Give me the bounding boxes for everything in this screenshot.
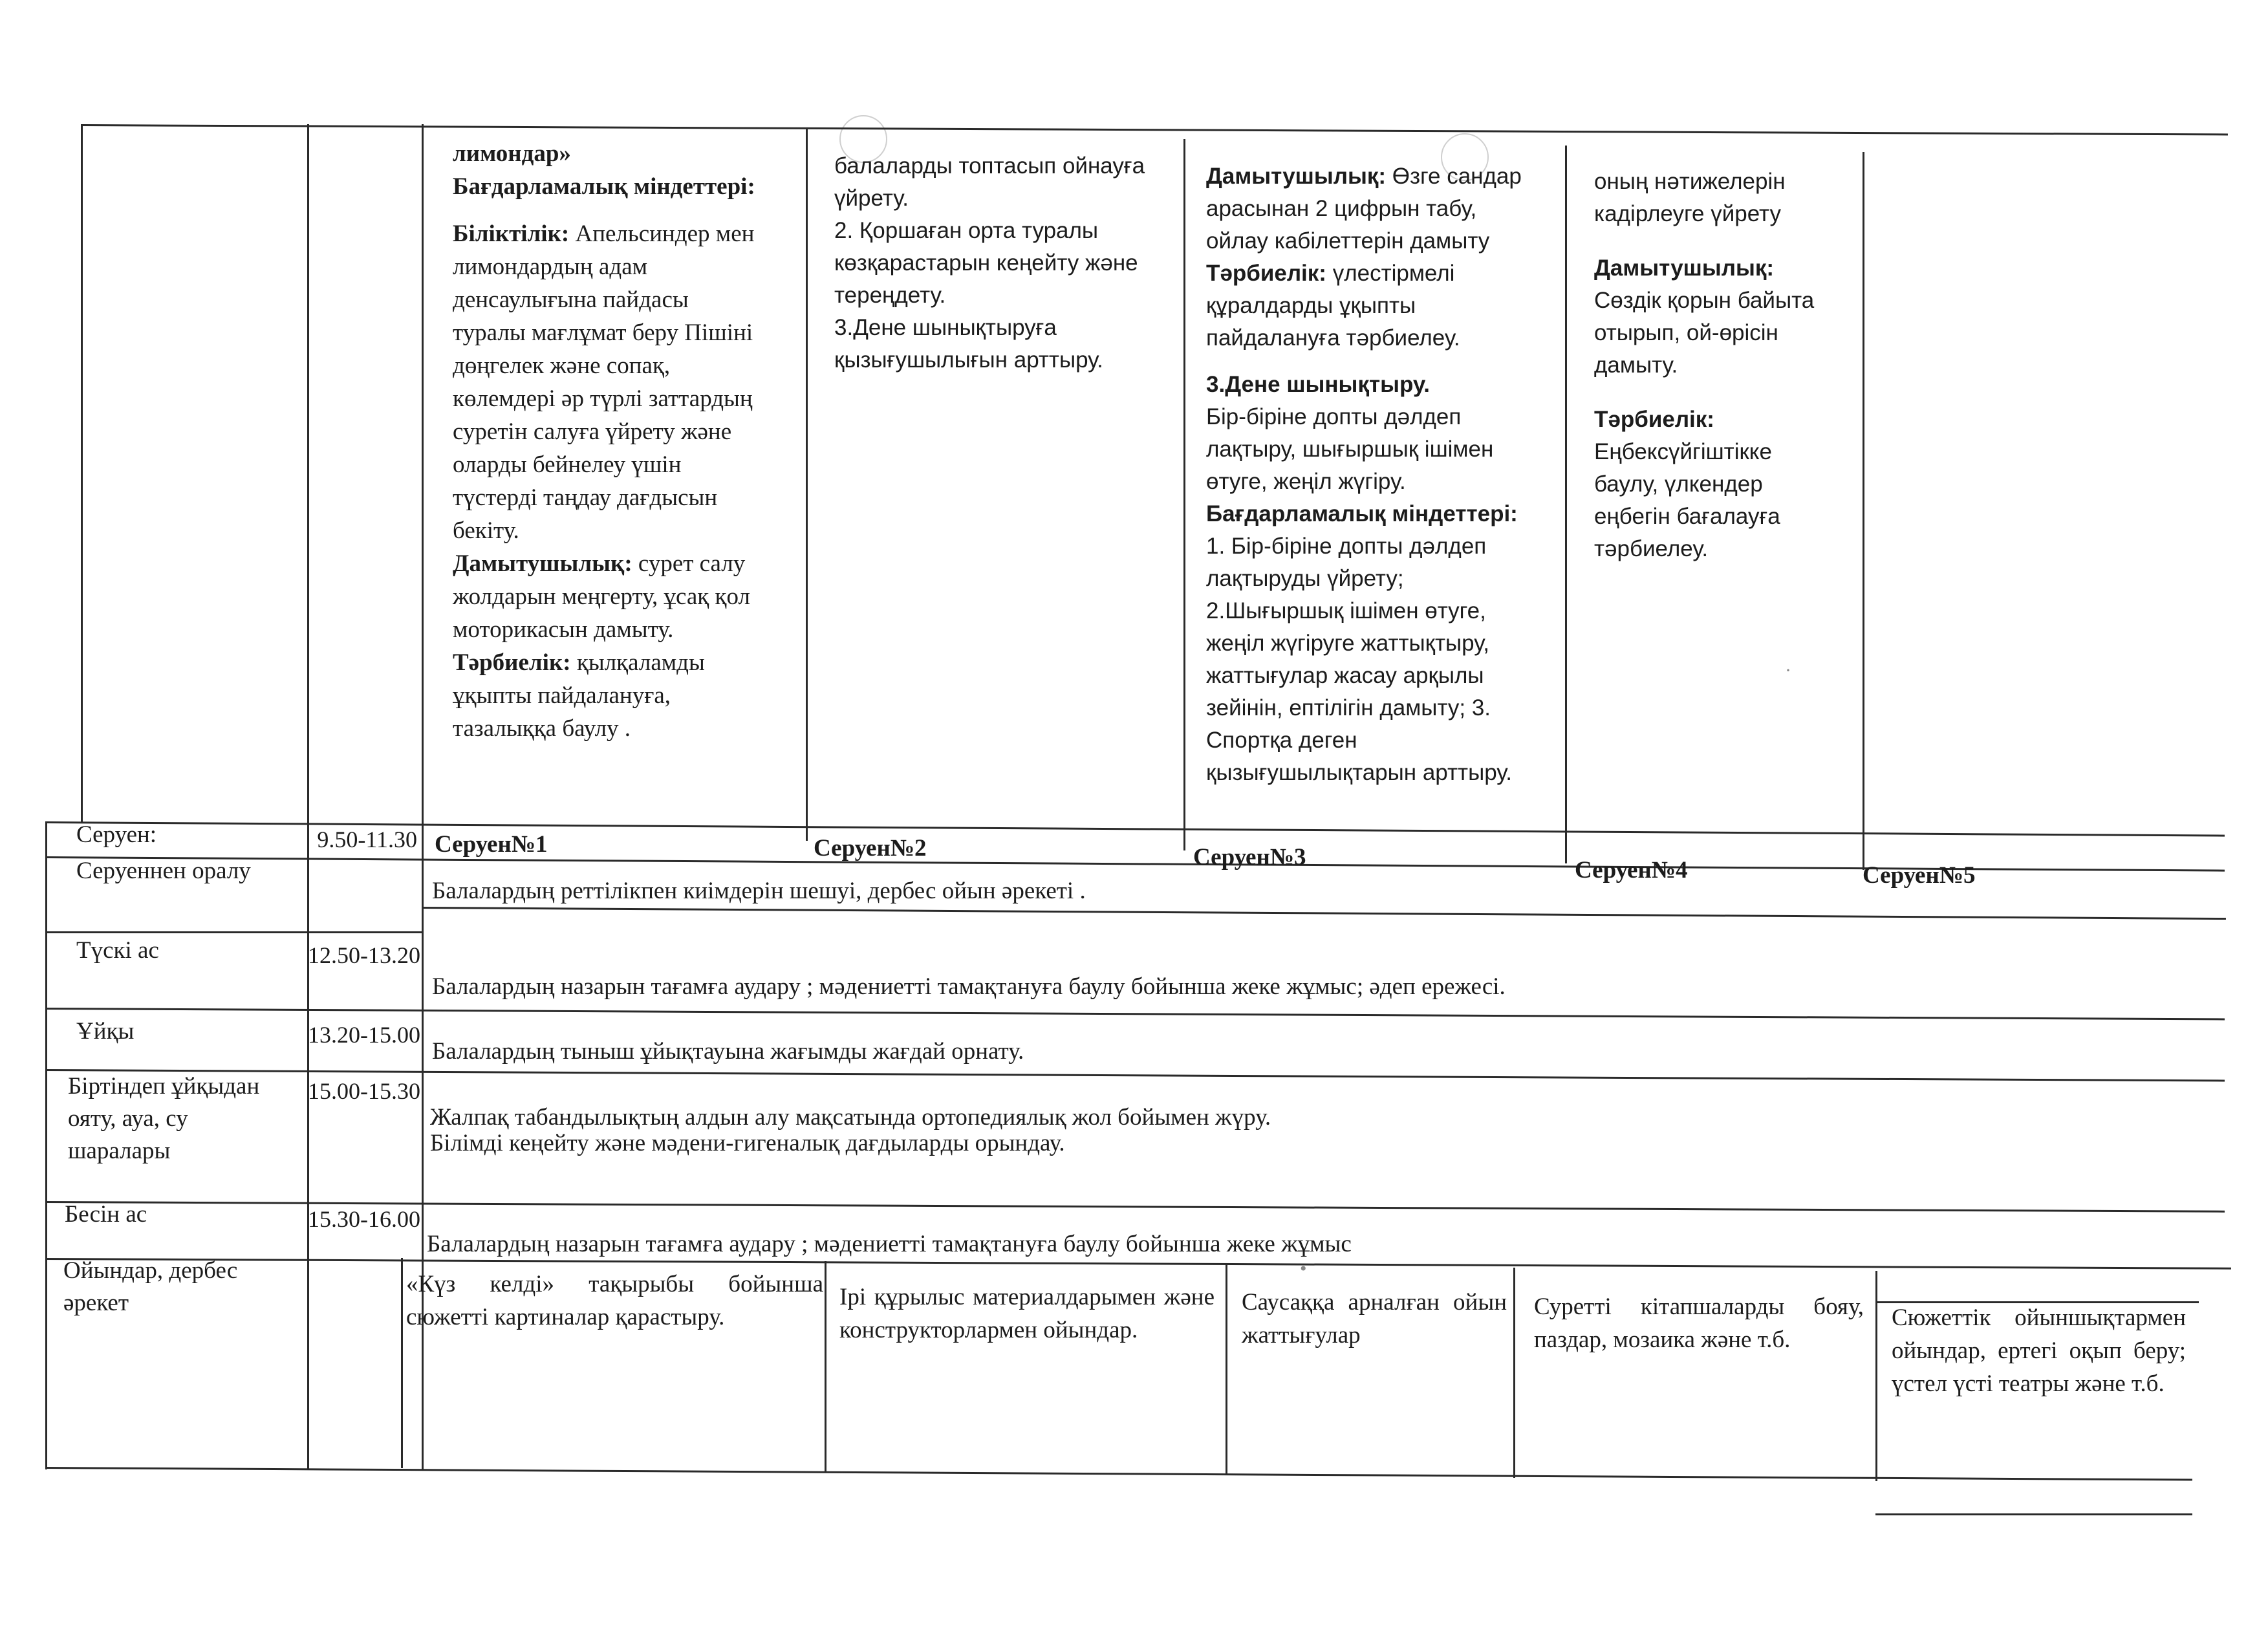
table-left-border xyxy=(81,124,83,823)
cell-line: тереңдету. xyxy=(834,283,946,308)
cell-line: қызығушылықтарын арттыру. xyxy=(1206,760,1513,785)
table-top-border xyxy=(81,124,2228,135)
walk-1: Серуен№1 xyxy=(435,831,548,858)
games-col-border xyxy=(1513,1268,1515,1478)
cell-line: отырып, ой-өрісін xyxy=(1594,320,1778,345)
walk-5: Серуен№5 xyxy=(1863,862,1976,889)
games-cell-1: «Күз келді» тақырыбы бойынша сюжетті картиналар қарастыру. xyxy=(406,1271,823,1330)
cell-line: лақтыруды үйрету; xyxy=(1206,566,1404,591)
cell-line: түстерді таңдау дағдысын xyxy=(453,484,718,511)
games-cell-3: Саусаққа арналған ойын жаттығулар xyxy=(1242,1289,1507,1348)
games-cell-4: Суретті кітапшаларды бояу, паздар, мозаика және т.б. xyxy=(1534,1294,1864,1353)
cell-line: Еңбексүйгіштікке xyxy=(1594,439,1772,464)
games-col-bottom xyxy=(1875,1513,2192,1515)
row-text-wakeup-2: Білімді кеңейту және мәдени-гигеналық дағдыларды орындау. xyxy=(430,1130,1065,1156)
cell-line: 3.Дене шынықтыру. xyxy=(1206,372,1431,397)
row-label-return: Серуеннен оралу xyxy=(76,858,251,884)
lesson-cell-4 xyxy=(1594,166,1853,565)
cell-line: Тәрбиелік: xyxy=(1594,407,1714,432)
cell-line: 3.Дене шынықтыруға xyxy=(834,315,1057,340)
row-time-wakeup: 15.00-15.30 xyxy=(308,1078,420,1104)
cell-line: көзқарастарын кеңейту және xyxy=(834,250,1138,276)
row-time-sleep: 13.20-15.00 xyxy=(308,1022,420,1048)
games-col-border xyxy=(401,1258,403,1468)
cell-line: денсаулығына пайдасы xyxy=(453,287,689,313)
row-time-snack: 15.30-16.00 xyxy=(308,1206,420,1232)
row-line xyxy=(422,907,2226,920)
row-text-sleep: Балалардың тыныш ұйықтауына жағымды жағдай орнату. xyxy=(432,1038,1024,1065)
row-text-snack: Балалардың назарын тағамға аудару ; мәдениетті тамақтануға баулу бойынша жеке жұмыс xyxy=(427,1231,1352,1257)
cell-line: Спортқа деген xyxy=(1206,728,1357,753)
cell-line: оларды бейнелеу үшін xyxy=(453,451,682,478)
col-border-2 xyxy=(1183,139,1185,850)
row-label-lunch: Түскі ас xyxy=(76,937,159,964)
cell-line: еңбегін бағалауға xyxy=(1594,504,1780,529)
cell-line: ұқыпты пайдалануға, xyxy=(453,682,671,709)
walk-3: Серуен№3 xyxy=(1193,844,1306,871)
games-col-border xyxy=(1226,1264,1227,1475)
walk-4: Серуен№4 xyxy=(1575,857,1688,883)
cell-line: өтуге, жеңіл жүгіру. xyxy=(1206,469,1406,494)
cell-line: Бағдарламалық міндеттері: xyxy=(453,173,755,200)
cell-line: құралдарды ұқыпты xyxy=(1206,293,1416,318)
cell-line: зейінін, ептілігін дамыту; 3. xyxy=(1206,695,1491,720)
cell-line: 1. Бір-біріне допты дәлдеп xyxy=(1206,534,1487,559)
row-label-wakeup: Біртіндеп ұйқыдан ояту, ауа, су шаралары xyxy=(68,1073,260,1164)
cell-line: Бағдарламалық міндеттері: xyxy=(1206,501,1518,526)
cell-line: үйрету. xyxy=(834,186,909,211)
cell-line: Біліктілік: Апельсиндер мен xyxy=(453,221,755,247)
cell-line: Дамытушылық: сурет салу xyxy=(453,550,746,577)
cell-line: 2. Қоршаған орта туралы xyxy=(834,218,1099,243)
col-border-3 xyxy=(1565,146,1567,857)
col-border-4 xyxy=(1863,152,1864,863)
row-label-sleep: Ұйқы xyxy=(76,1018,135,1045)
cell-line: Дамытушылық: xyxy=(1594,255,1775,281)
walk-2: Серуен№2 xyxy=(814,835,927,861)
cell-line: Дамытушылық: Өзге сандар xyxy=(1206,164,1522,189)
table-bottom-border xyxy=(45,1467,2192,1481)
cell-line: балаларды топтасып ойнауға xyxy=(834,153,1145,179)
cell-line: дөңгелек және сопақ, xyxy=(453,352,671,379)
lesson-cell-1 xyxy=(453,137,795,745)
cell-line: баулу, үлкендер xyxy=(1594,471,1763,497)
row-text-wakeup-1: Жалпақ табандылықтың алдын алу мақсатында ортопедиялық жол бойымен жүру. xyxy=(430,1104,1271,1131)
scan-speck: • xyxy=(1300,1258,1307,1279)
row-time-lunch: 12.50-13.20 xyxy=(308,942,420,968)
cell-line: тазалыққа баулу . xyxy=(453,715,631,742)
cell-line: кадірлеуге үйрету xyxy=(1594,201,1781,226)
cell-line: туралы мағлұмат беру Пішіні xyxy=(453,319,753,346)
cell-line: тәрбиелеу. xyxy=(1594,536,1709,561)
cell-line: Сөздік қорын байыта xyxy=(1594,288,1815,313)
cell-line: лақтыру, шығыршық ішімен xyxy=(1206,437,1494,462)
cell-line: дамыту. xyxy=(1594,352,1678,378)
games-cell-2: Ірі құрылыс материалдарымен және конструкторлармен ойындар. xyxy=(839,1284,1215,1343)
cell-line: бекіту. xyxy=(453,517,519,544)
row-label-walk: Серуен: xyxy=(76,821,157,848)
cell-line: лимондар» xyxy=(453,140,571,167)
cell-line: арасынан 2 цифрын табу, xyxy=(1206,196,1477,221)
cell-line: суретін салуға үйрету және xyxy=(453,418,732,445)
label-column-border xyxy=(307,124,309,1469)
cell-line: 2.Шығыршық ішімен өтуге, xyxy=(1206,598,1486,623)
col-border-1 xyxy=(806,129,808,841)
cell-line: моторикасын дамыту. xyxy=(453,616,674,643)
row-text-return: Балалардың реттілікпен киімдерін шешуі, дербес ойын әрекеті . xyxy=(432,878,1086,904)
games-cell-5: Сюжеттік ойыншықтармен ойындар, ертегі оқып беру; үстел үсті театры және т.б. xyxy=(1892,1305,2186,1397)
row-label-snack: Бесін ас xyxy=(65,1201,147,1228)
lesson-cell-3 xyxy=(1206,160,1559,789)
scan-speck: · xyxy=(1785,660,1791,681)
cell-line: қызығушылығын арттыру. xyxy=(834,347,1103,373)
cell-line: Бір-біріне допты дәлдеп xyxy=(1206,404,1462,429)
cell-line: ойлау кабілеттерін дамыту xyxy=(1206,228,1490,254)
lesson-cell-2 xyxy=(834,150,1177,376)
cell-line: Тәрбиелік: үлестірмелі xyxy=(1206,261,1455,286)
cell-line: жолдарын меңгерту, ұсақ қол xyxy=(453,583,750,610)
row-text-lunch: Балалардың назарын тағамға аудару ; мәдениетті тамақтануға баулу бойынша жеке жұмыс; әдеп ережесі. xyxy=(432,973,1506,1000)
cell-line: пайдалануға тәрбиелеу. xyxy=(1206,325,1460,351)
cell-line: Тәрбиелік: қылқаламды xyxy=(453,649,705,676)
row-time-walk: 9.50-11.30 xyxy=(317,827,417,852)
cell-line: жеңіл жүгіруге жаттықтыру, xyxy=(1206,631,1489,656)
row-label-games: Ойындар, дербес әрекет xyxy=(63,1257,238,1316)
cell-line: көлемдері әр түрлі заттардың xyxy=(453,385,753,412)
cell-line: оның нәтижелерін xyxy=(1594,169,1786,194)
cell-line: лимондардың адам xyxy=(453,254,648,280)
row-line xyxy=(45,931,422,933)
games-col-border xyxy=(825,1261,826,1471)
walk-col-border xyxy=(1565,825,1567,863)
table-left-border-lower xyxy=(45,823,47,1469)
cell-line: жаттығулар жасау арқылы xyxy=(1206,663,1484,688)
